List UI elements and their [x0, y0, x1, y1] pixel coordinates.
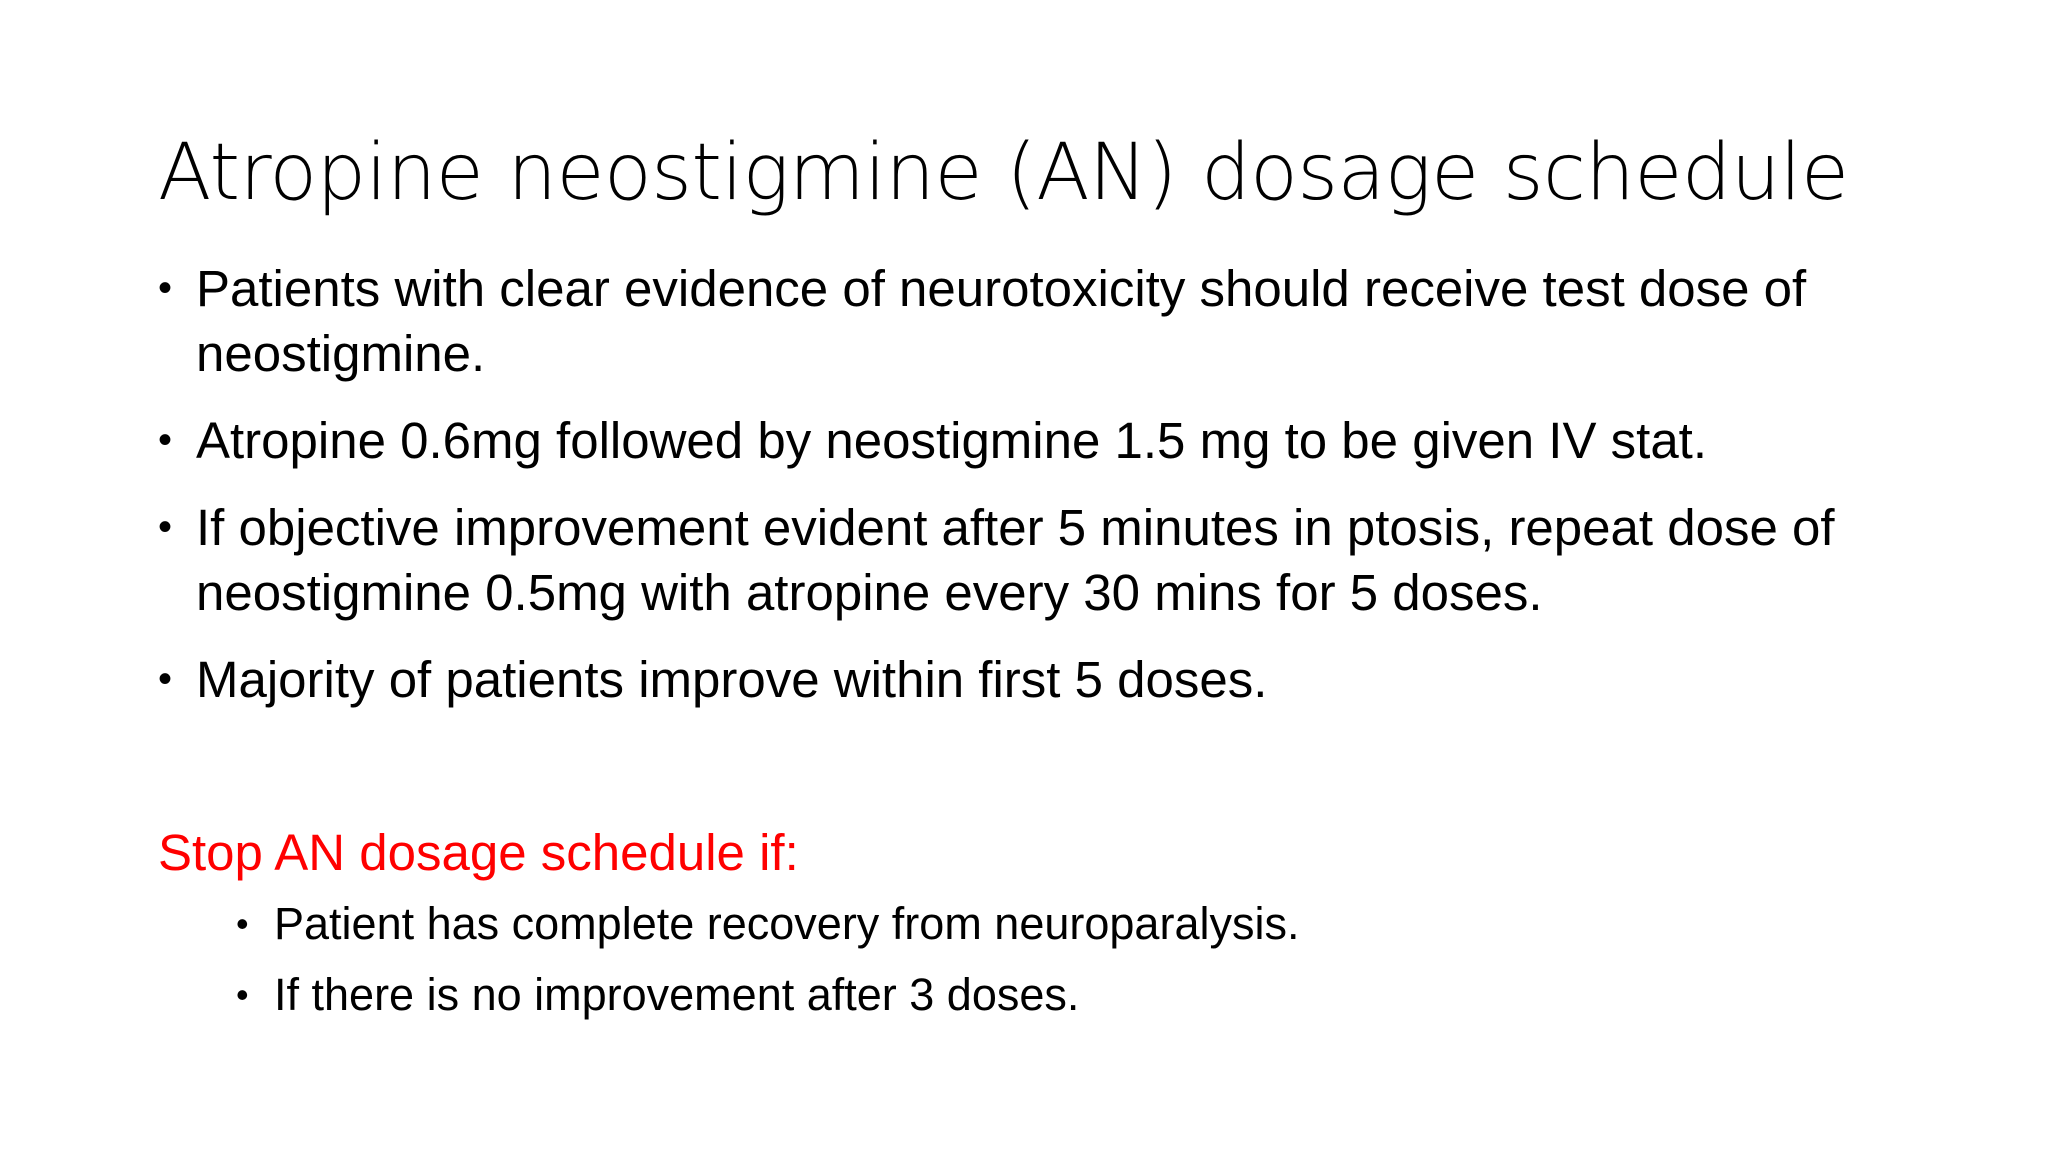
main-bullet-list — [158, 256, 1918, 734]
bullet-item — [158, 495, 1918, 625]
stop-heading: Stop AN dosage schedule if: — [158, 824, 799, 881]
bullet-item — [158, 256, 1918, 386]
bullet-text: Majority of patients improve within first 5 doses. — [196, 651, 1268, 708]
sub-bullet-item — [236, 967, 1299, 1023]
bullet-icon: • — [158, 418, 173, 462]
bullet-icon: • — [236, 903, 249, 944]
bullet-text: Patients with clear evidence of neurotoxicity should receive test dose of neostigmine. — [196, 260, 1807, 382]
bullet-item — [158, 408, 1918, 473]
sub-bullet-item — [236, 896, 1299, 952]
slide-title: Atropine neostigmine (AN) dosage schedule — [158, 128, 1849, 218]
bullet-icon: • — [158, 266, 173, 310]
sub-bullet-text: If there is no improvement after 3 doses. — [274, 969, 1080, 1020]
bullet-text: Atropine 0.6mg followed by neostigmine 1.5 mg to be given IV stat. — [196, 412, 1708, 469]
bullet-icon: • — [236, 974, 249, 1015]
sub-bullet-text: Patient has complete recovery from neuroparalysis. — [274, 898, 1300, 949]
bullet-icon: • — [158, 505, 173, 549]
bullet-text: If objective improvement evident after 5 minutes in ptosis, repeat dose of neostigmine 0.5mg with atropine every 30 mins for 5 doses. — [196, 499, 1835, 621]
bullet-icon: • — [158, 657, 173, 701]
stop-bullet-list — [236, 896, 1299, 1038]
bullet-item — [158, 647, 1918, 712]
